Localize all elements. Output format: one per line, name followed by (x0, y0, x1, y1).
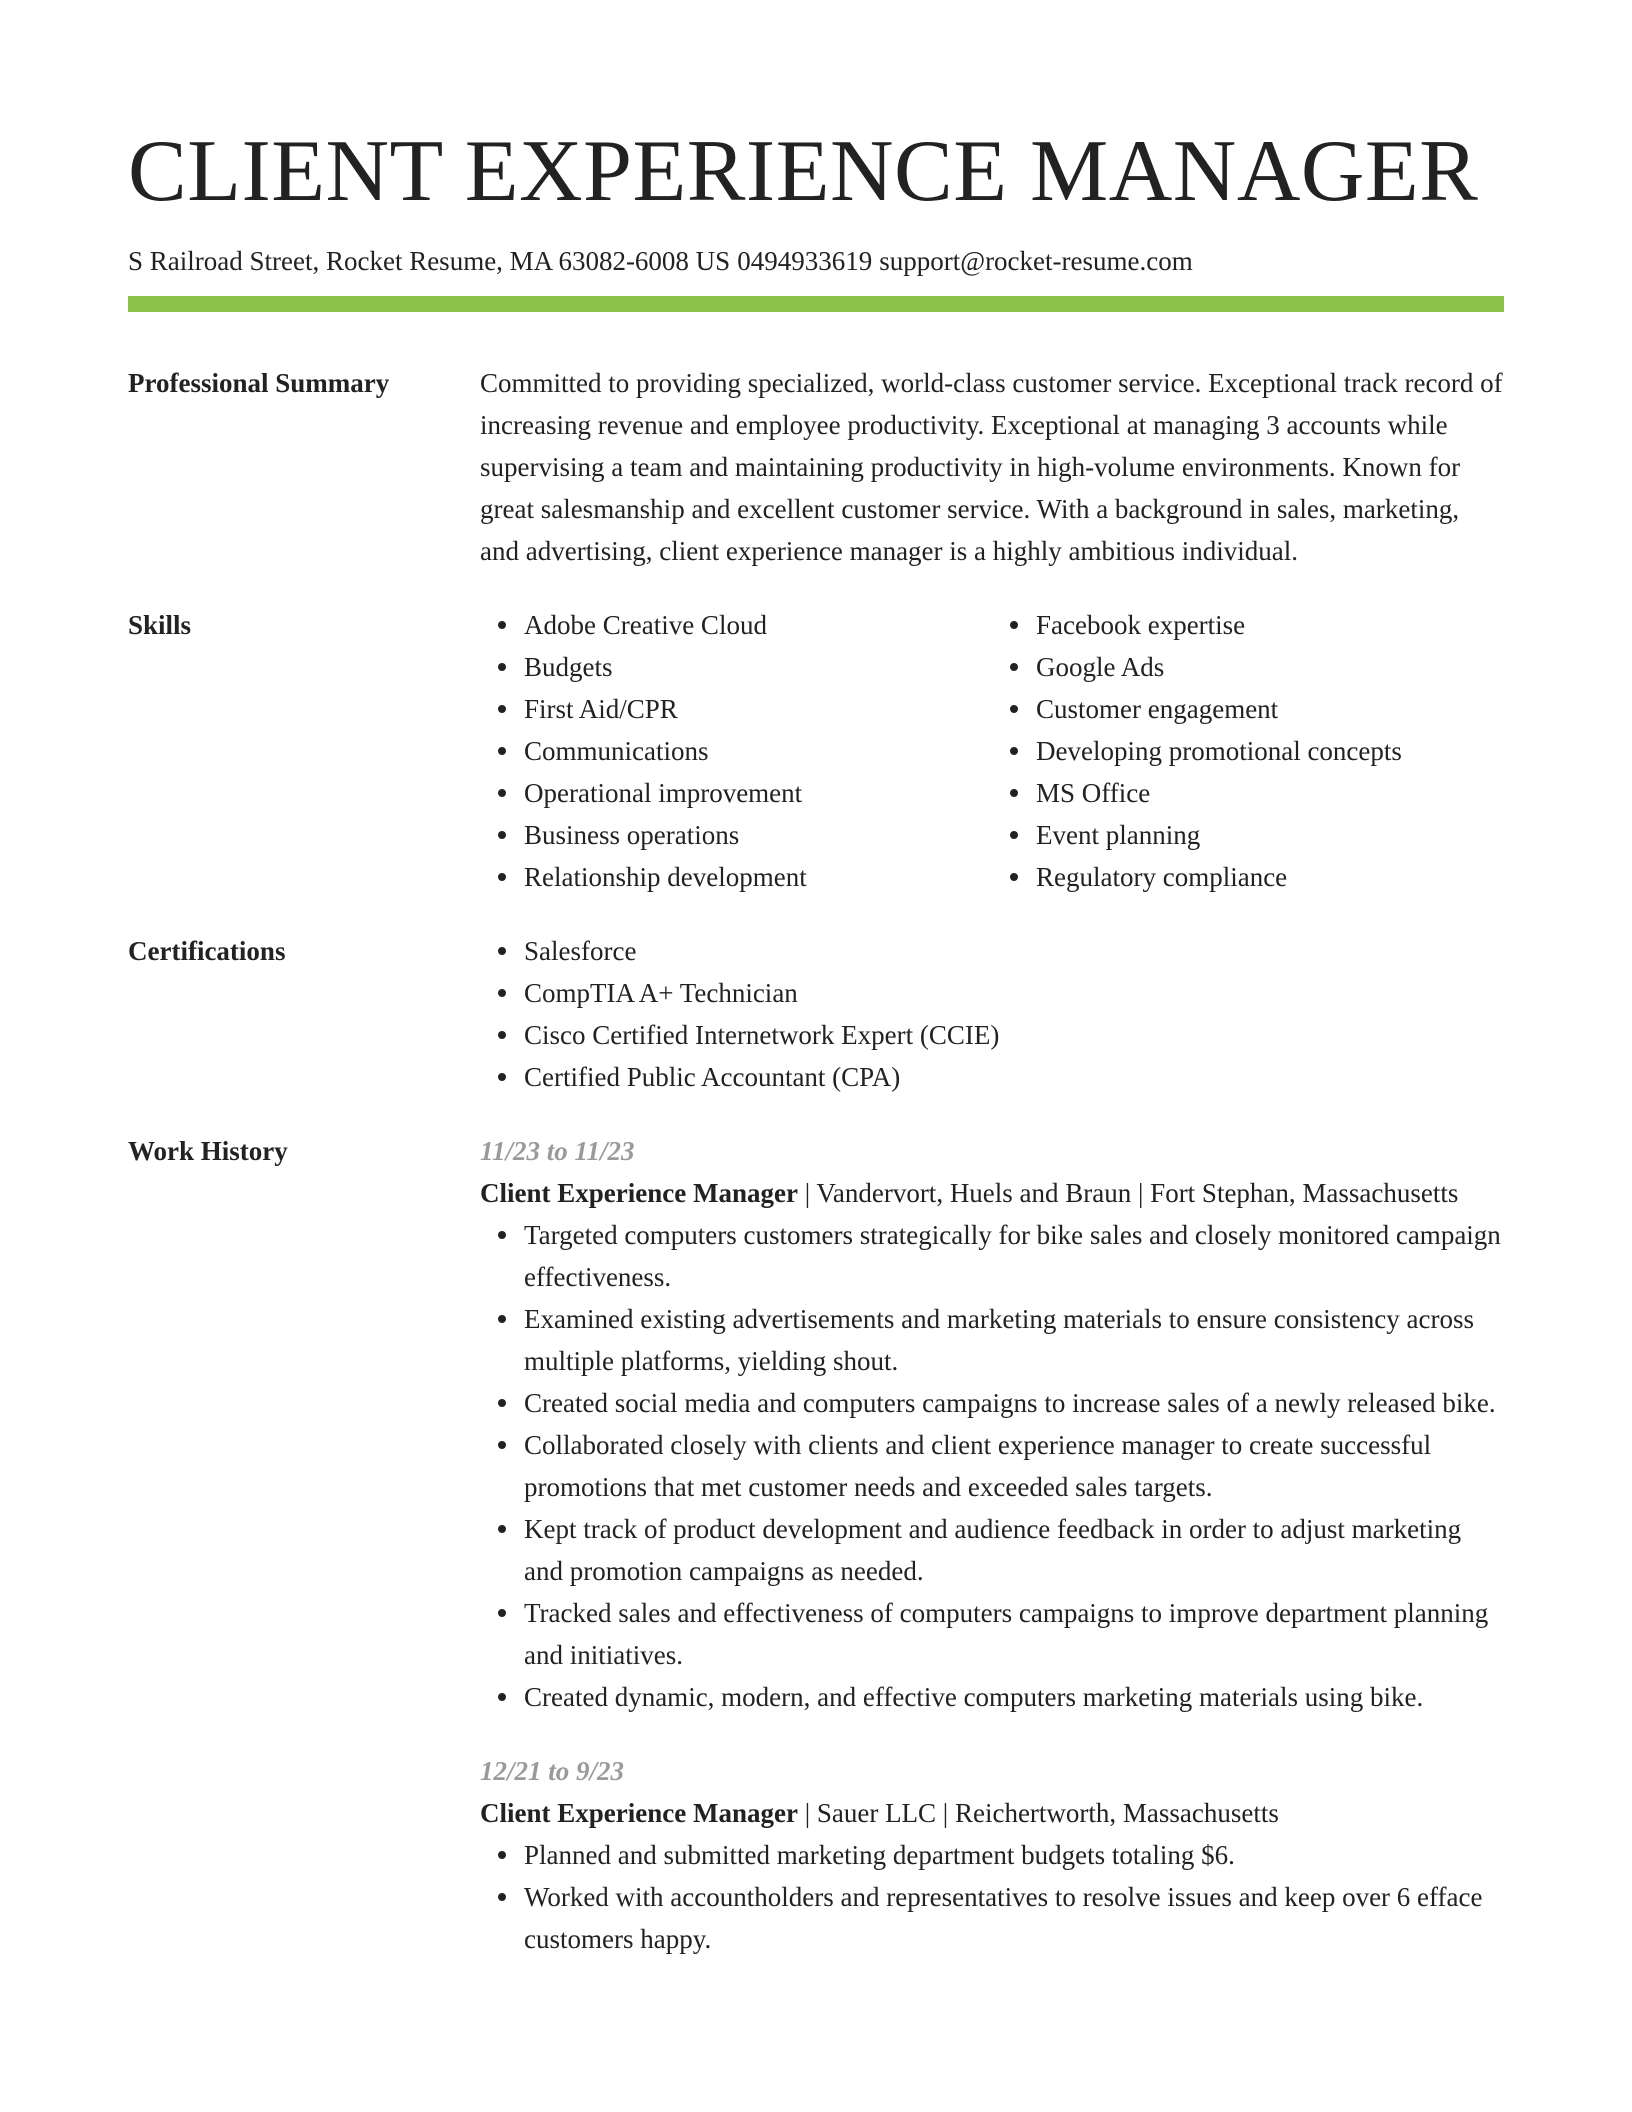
job-bullet: Planned and submitted marketing department budgets totaling $6. (524, 1834, 1504, 1876)
skills-list-left (480, 604, 992, 898)
certifications-section (128, 930, 1504, 1098)
job-dates: 11/23 to 11/23 (480, 1136, 635, 1166)
certification-item: Certified Public Accountant (CPA) (524, 1056, 1504, 1098)
job-bullet: Examined existing advertisements and marketing materials to ensure consistency across multiple platforms, yielding shout. (524, 1298, 1504, 1382)
skill-item: First Aid/CPR (524, 688, 992, 730)
skill-item: Operational improvement (524, 772, 992, 814)
job-dates: 12/21 to 9/23 (480, 1756, 625, 1786)
certification-item: Salesforce (524, 930, 1504, 972)
summary-text: Committed to providing specialized, world-class customer service. Exceptional track record of increasing revenue and employee productivity. Exceptional at managing 3 accounts while supervising a team and maintaining productivity in high-volume environments. Known for great salesmanship and excellent customer service. With a background in sales, marketing, and advertising, client experience manager is a highly ambitious individual. (480, 368, 1503, 566)
certification-item: Cisco Certified Internetwork Expert (CCIE) (524, 1014, 1504, 1056)
skill-item: Customer engagement (1036, 688, 1504, 730)
job-bullet: Worked with accountholders and representatives to resolve issues and keep over 6 efface customers happy. (524, 1876, 1504, 1960)
job-heading (480, 1792, 1504, 1834)
work-history-body (480, 1130, 1504, 1960)
skill-item: Business operations (524, 814, 992, 856)
job-entry (480, 1750, 1504, 1960)
job-entry (480, 1130, 1504, 1718)
skill-item: Regulatory compliance (1036, 856, 1504, 898)
skill-item: Facebook expertise (1036, 604, 1504, 646)
job-title: Client Experience Manager (480, 1798, 798, 1828)
certifications-body (480, 930, 1504, 1098)
job-bullet: Collaborated closely with clients and client experience manager to create successful promotions that met customer needs and exceeded sales targets. (524, 1424, 1504, 1508)
job-title: Client Experience Manager (480, 1178, 798, 1208)
section-label-certifications: Certifications (128, 936, 286, 966)
job-employer-location: | Vandervort, Huels and Braun | Fort Stephan, Massachusetts (804, 1178, 1459, 1208)
job-bullets (480, 1834, 1504, 1960)
certification-item: CompTIA A+ Technician (524, 972, 1504, 1014)
skill-item: MS Office (1036, 772, 1504, 814)
header-divider (128, 296, 1504, 312)
summary-section (128, 362, 1504, 572)
job-bullet: Created dynamic, modern, and effective computers marketing materials using bike. (524, 1676, 1504, 1718)
contact-address: S Railroad Street, Rocket Resume, MA 63082-6008 US (128, 246, 731, 276)
job-bullet: Kept track of product development and audience feedback in order to adjust marketing and promotion campaigns as needed. (524, 1508, 1504, 1592)
resume-page (128, 0, 1504, 1960)
section-label-work-history: Work History (128, 1136, 288, 1166)
skills-section (128, 604, 1504, 898)
work-history-section (128, 1130, 1504, 1960)
section-label-skills: Skills (128, 610, 192, 640)
candidate-name: CLIENT EXPERIENCE MANAGER (128, 123, 1479, 220)
job-bullet: Targeted computers customers strategically for bike sales and closely monitored campaign effectiveness. (524, 1214, 1504, 1298)
skill-item: Google Ads (1036, 646, 1504, 688)
contact-email: support@rocket-resume.com (879, 246, 1193, 276)
contact-phone: 0494933619 (737, 246, 873, 276)
skills-columns (480, 604, 1504, 898)
contact-line (128, 244, 1504, 278)
job-bullet: Tracked sales and effectiveness of computers campaigns to improve department planning and initiatives. (524, 1592, 1504, 1676)
skill-item: Budgets (524, 646, 992, 688)
job-employer-location: | Sauer LLC | Reichertworth, Massachusetts (804, 1798, 1279, 1828)
skill-item: Developing promotional concepts (1036, 730, 1504, 772)
job-bullet: Created social media and computers campaigns to increase sales of a newly released bike. (524, 1382, 1504, 1424)
section-label-summary: Professional Summary (128, 368, 390, 398)
skill-item: Event planning (1036, 814, 1504, 856)
skill-item: Communications (524, 730, 992, 772)
skill-item: Relationship development (524, 856, 992, 898)
job-heading (480, 1172, 1504, 1214)
skill-item: Adobe Creative Cloud (524, 604, 992, 646)
certifications-list (480, 930, 1504, 1098)
summary-body (480, 362, 1504, 572)
skills-list-right (992, 604, 1504, 898)
job-bullets (480, 1214, 1504, 1718)
